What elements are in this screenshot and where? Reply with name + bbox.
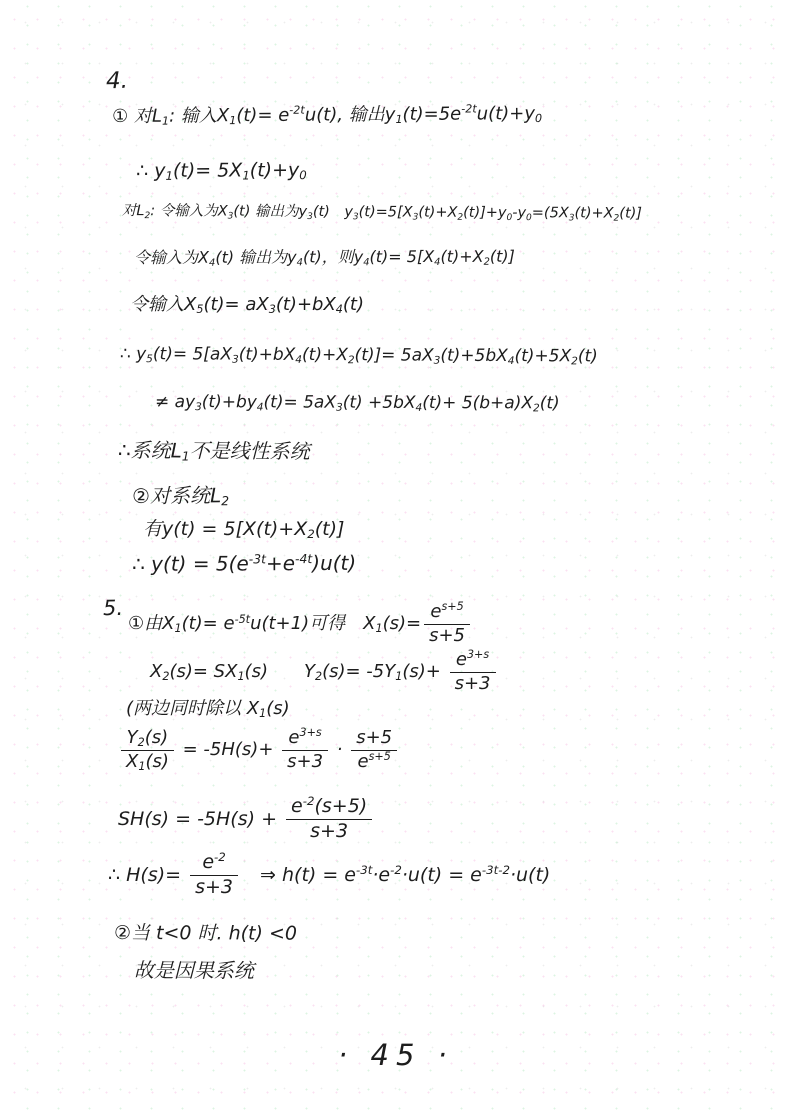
p4-part2-yt: 有y(t) = 5[X(t)+X2(t)] <box>143 518 345 542</box>
problem5-number: 5. <box>102 595 124 621</box>
p4-part2-header: ②对系统L2 <box>132 483 230 509</box>
p4-step-y1: ∴ y1(t)= 5X1(t)+y0 <box>136 159 307 184</box>
p4-part2-result: ∴ $y(t) = 5(e^{-3t}+e^{-4t})u(t)$ <box>132 550 357 576</box>
p4-step-define-l2: 对L2: 令输入为X3(t) 输出为y3(t) y3(t)=5[X3(t)+X2(t)]+y0-y0=(5X3(t)+X2(t)] <box>121 202 643 224</box>
p5-step-laplace-x1: ①由$X1(t)= e^{-5t}u(t+1)$可得 X1(s)= $\frac{e^{s+5}}{s+5}$ <box>128 602 473 646</box>
p4-step-x4: 令输入为X4(t) 输出为y4(t)，则y4(t)= 5[X4(t)+X2(t)] <box>134 246 515 269</box>
page-number: · 45 · <box>338 1038 454 1072</box>
p4-step-y5: ∴ y5(t)= 5[aX3(t)+bX4(t)+X2(t)]= 5aX3(t)+5bX4(t)+5X2(t) <box>119 344 598 368</box>
problem4-number: 4. <box>105 67 129 95</box>
p5-step-hs-ht: ∴ H(s)= $\frac{e^{-2}}{s+3}$ ⇒ $h(t) = e^{-3t}\cdot e^{-2}\cdot u(t) = e^{-3t-2}\cdot u(t)$ <box>108 849 551 898</box>
p4-step-not-equal: ≠ ay3(t)+by4(t)= 5aX3(t) +5bX4(t)+ 5(b+a)X2(t) <box>154 392 560 415</box>
p5-step-x2-y2: X2(s)= SX1(s) Y2(s)= -5Y1(s)+ $\frac{e^{3+s}}{s+3}$ <box>150 650 499 694</box>
p4-step-x5: 令输入X5(t)= aX3(t)+bX4(t) <box>130 294 365 317</box>
p5-step-ratio: $\frac{Y2(s)}{X1(s)}$ = -5H(s)+ $\frac{e^{3+s}}{s+3}$ · $\frac{s+5}{e^{s+5}}$ <box>118 728 400 772</box>
p4-conclusion-nonlinear: ∴系统L1不是线性系统 <box>117 438 310 464</box>
p5-step-shs: SH(s) = -5H(s) + $\frac{e^{-2}(s+5)}{s+3}$ <box>118 796 375 843</box>
p5-conclusion-causal: 故是因果系统 <box>133 958 254 983</box>
p5-part2-causal-check: ②当 t<0 时. h(t) <0 <box>113 922 298 945</box>
p5-step-divide-note: (两边同时除以 X1(s) <box>126 698 290 721</box>
p4-step-define-l1: ① 对L1: 输入$X1(t)= e^{-2t}u(t)$, 输出$y1(t)=5e^{-2t}u(t)+y0$ <box>112 102 543 128</box>
